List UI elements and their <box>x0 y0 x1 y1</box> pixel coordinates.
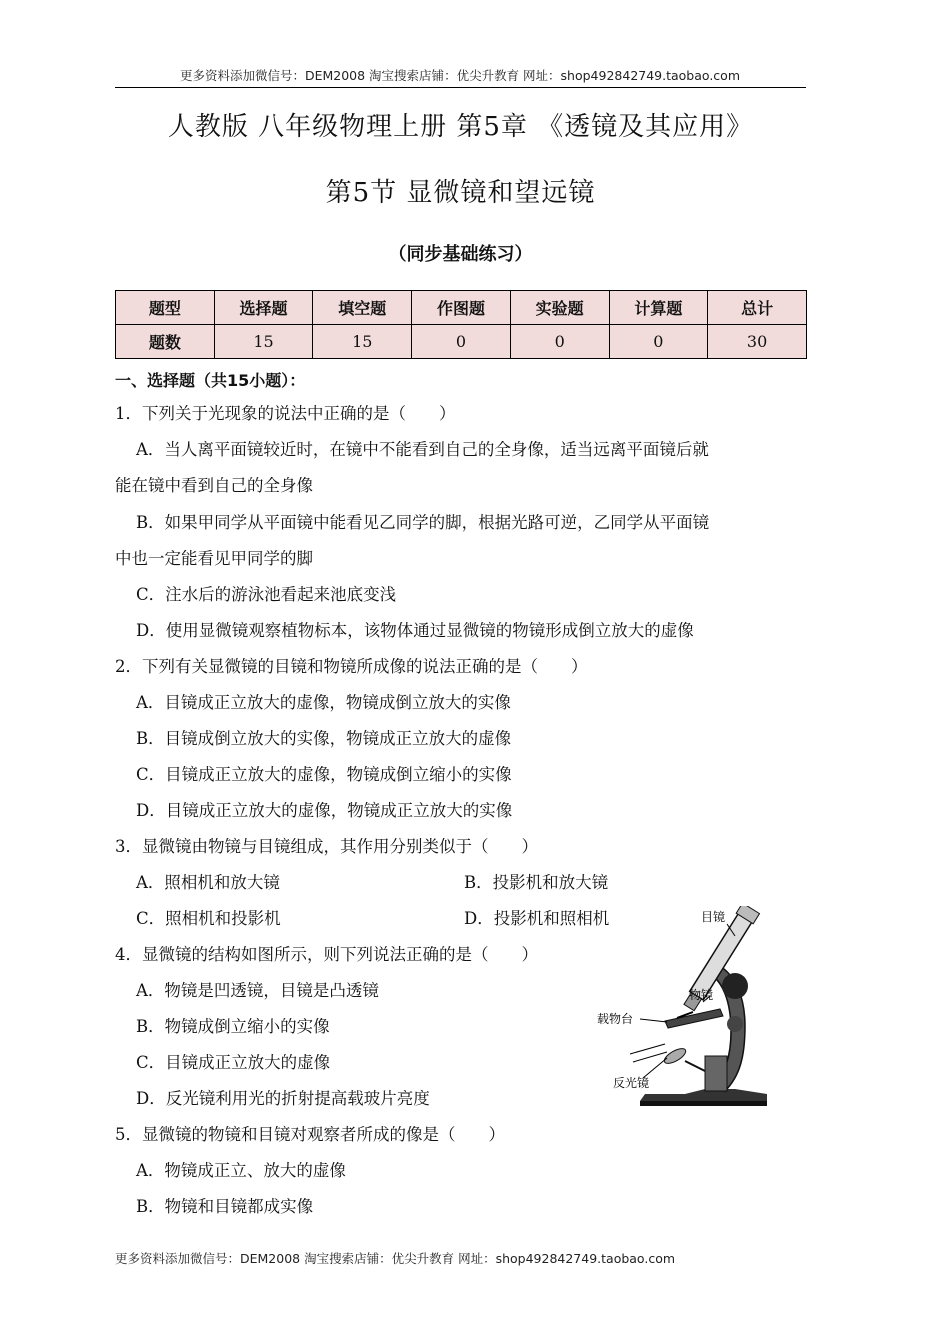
question-1-option-d: D．使用显微镜观察植物标本，该物体通过显微镜的物镜形成倒立放大的虚像 <box>136 621 694 640</box>
table-header-cell: 计算题 <box>609 291 708 325</box>
table-cell: 15 <box>313 325 412 359</box>
question-3-stem: 3．显微镜由物镜与目镜组成，其作用分别类似于（ ） <box>115 837 538 856</box>
question-1-option-a: A．当人离平面镜较近时，在镜中不能看到自己的全身像，适当远离平面镜后就 <box>136 440 709 459</box>
question-4-option-a: A．物镜是凹透镜，目镜是凸透镜 <box>136 981 379 1000</box>
question-1-option-c: C．注水后的游泳池看起来池底变浅 <box>136 585 397 604</box>
question-5-option-a: A．物镜成正立、放大的虚像 <box>136 1161 346 1180</box>
table-cell: 30 <box>708 325 807 359</box>
table-cell: 15 <box>214 325 313 359</box>
question-4-option-b: B．物镜成倒立缩小的实像 <box>136 1017 330 1036</box>
table-cell: 0 <box>609 325 708 359</box>
table-header-cell: 选择题 <box>214 291 313 325</box>
question-5-stem: 5．显微镜的物镜和目镜对观察者所成的像是（ ） <box>115 1125 505 1144</box>
table-header-cell: 总计 <box>708 291 807 325</box>
question-3-option-a: A．照相机和放大镜 <box>136 873 280 892</box>
question-1-stem: 1．下列关于光现象的说法中正确的是（ ） <box>115 404 456 423</box>
section-title: 第5节 显微镜和望远镜 <box>325 178 596 208</box>
page-footer: 更多资料添加微信号：DEM2008 淘宝搜索店铺：优尖升教育 网址：shop492842749.taobao.com <box>115 1251 676 1266</box>
question-3-option-b: B．投影机和放大镜 <box>464 873 609 892</box>
exercise-subtitle: （同步基础练习） <box>388 244 533 265</box>
table-header-cell: 填空题 <box>313 291 412 325</box>
table-header-cell: 作图题 <box>412 291 511 325</box>
table-row-label: 题数 <box>116 325 215 359</box>
table-header-cell: 实验题 <box>510 291 609 325</box>
microscope-figure <box>585 906 775 1111</box>
table-cell: 0 <box>412 325 511 359</box>
label-mirror: 反光镜 <box>613 1076 650 1090</box>
table-header-cell: 题型 <box>116 291 215 325</box>
question-1-option-b: B．如果甲同学从平面镜中能看见乙同学的脚，根据光路可逆，乙同学从平面镜 <box>136 513 710 532</box>
question-1-option-a-cont: 能在镜中看到自己的全身像 <box>115 476 313 495</box>
table-cell: 0 <box>510 325 609 359</box>
question-1-option-b-cont: 中也一定能看见甲同学的脚 <box>115 549 313 568</box>
label-eyepiece: 目镜 <box>701 910 726 924</box>
document-title: 人教版 八年级物理上册 第5章 《透镜及其应用》 <box>167 112 754 142</box>
table-row <box>116 325 807 359</box>
question-3-option-c: C．照相机和投影机 <box>136 909 281 928</box>
question-2-stem: 2．下列有关显微镜的目镜和物镜所成像的说法正确的是（ ） <box>115 657 588 676</box>
label-stage: 载物台 <box>597 1012 634 1026</box>
question-5-option-b: B．物镜和目镜都成实像 <box>136 1197 314 1216</box>
question-2-option-d: D．目镜成正立放大的虚像，物镜成正立放大的实像 <box>136 801 513 820</box>
question-count-table <box>115 290 807 359</box>
question-4-option-d: D．反光镜利用光的折射提高载玻片亮度 <box>136 1089 430 1108</box>
table-header-row <box>116 291 807 325</box>
question-3-option-d: D．投影机和照相机 <box>464 909 610 928</box>
question-4-option-c: C．目镜成正立放大的虚像 <box>136 1053 331 1072</box>
page-header: 更多资料添加微信号：DEM2008 淘宝搜索店铺：优尖升教育 网址：shop492842749.taobao.com <box>179 68 741 83</box>
label-objective: 物镜 <box>689 988 714 1002</box>
question-2-option-a: A．目镜成正立放大的虚像，物镜成倒立放大的实像 <box>136 693 511 712</box>
question-2-option-c: C．目镜成正立放大的虚像，物镜成倒立缩小的实像 <box>136 765 512 784</box>
header-divider <box>115 87 806 88</box>
question-4-stem: 4．显微镜的结构如图所示，则下列说法正确的是（ ） <box>115 945 538 964</box>
section-heading: 一、选择题（共15小题）： <box>115 371 306 390</box>
question-2-option-b: B．目镜成倒立放大的实像，物镜成正立放大的虚像 <box>136 729 512 748</box>
